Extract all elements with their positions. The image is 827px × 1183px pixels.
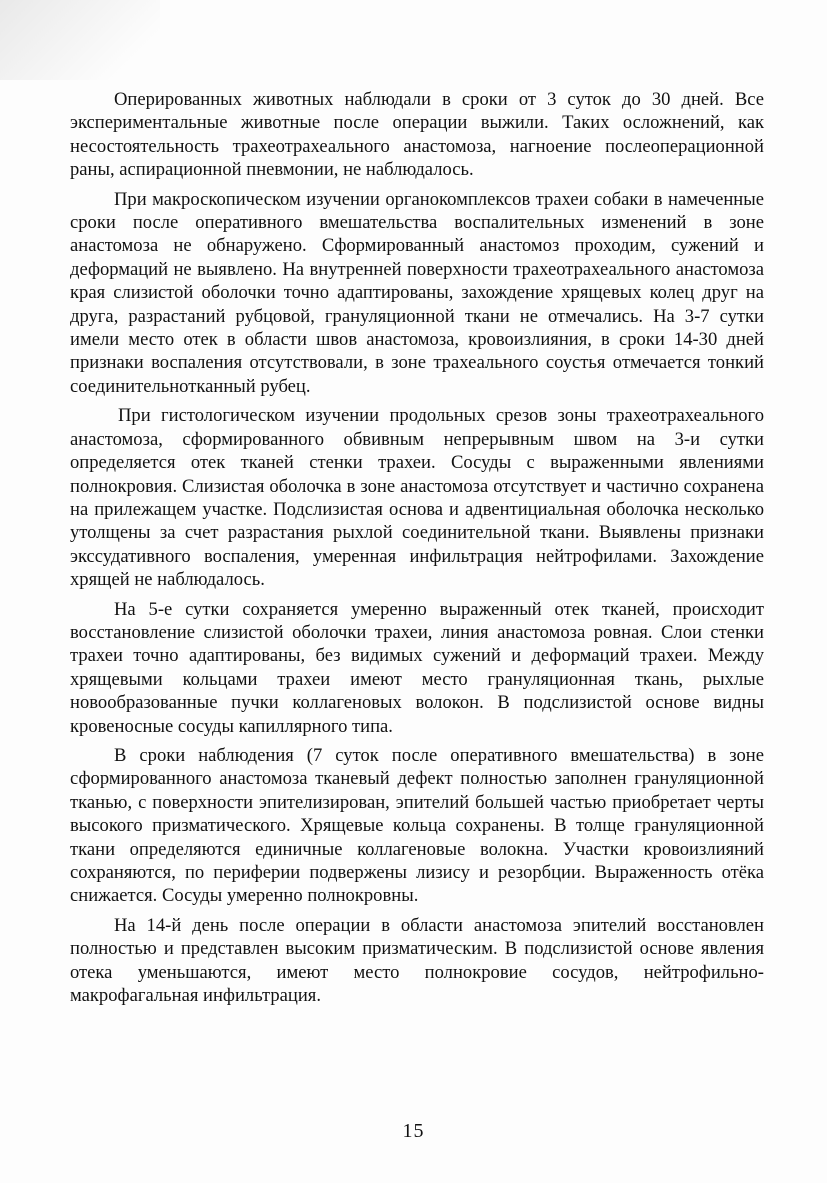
paragraph-day-7: В сроки наблюдения (7 суток после оперативного вмешательства) в зоне сформированного анастомоза тканевый дефект полностью заполнен грануляционной тканью, с поверхности эпителизирован, эпителий большей частью приобретает черты высокого призматического. Хрящевые кольца сохранены. В толще грануляционной ткани определяются единичные коллагеновые волокна. Участки кровоизлияний сохраняются, по периферии подвержены лизису и резорбции. Выраженность отёка снижается. Сосуды умеренно полнокровны. [70, 744, 764, 907]
paragraph-histological-study: При гистологическом изучении продольных срезов зоны трахеотрахеального анастомоза, сформированного обвивным непрерывным швом на 3-и сутки определяется отек тканей стенки трахеи. Сосуды с выраженными явлениями полнокровия. Слизистая оболочка в зоне анастомоза отсутствует и частично сохранена на прилежащем участке. Подслизистая основа и адвентициальная оболочка несколько утолщены за счет разрастания рыхлой соединительной ткани. Выявлены признаки экссудативного воспаления, умеренная инфильтрация нейтрофилами. Захождение хрящей не наблюдалось. [70, 405, 764, 591]
page-number: 15 [402, 1120, 425, 1142]
paragraph-postoperative-observation: Оперированных животных наблюдали в сроки от 3 суток до 30 дней. Все экспериментальные животные после операции выжили. Таких осложнений, как несостоятельность трахеотрахеального анастомоза, нагноение послеоперационной раны, аспирационной пневмонии, не наблюдалось. [70, 89, 764, 181]
paragraph-macroscopic-study: При макроскопическом изучении органокомплексов трахеи собаки в намеченные сроки после оперативного вмешательства воспалительных изменений в зоне анастомоза не обнаружено. Сформированный анастомоз проходим, сужений и деформаций не выявлено. На внутренней поверхности трахеотрахеального анастомоза края слизистой оболочки точно адаптированы, захождение хрящевых колец друг на друга, разрастаний рубцовой, грануляционной ткани не отмечались. На 3-7 сутки имели место отек в области швов анастомоза, кровоизлияния, в сроки 14-30 дней признаки воспаления отсутствовали, в зоне трахеального соустья отмечается тонкий соединительнотканный рубец. [70, 188, 764, 397]
scan-shadow [0, 0, 160, 80]
body-text [70, 88, 764, 1013]
paragraph-day-14: На 14-й день после операции в области анастомоза эпителий восстановлен полностью и представлен высоким призматическим. В подслизистой основе явления отека уменьшаются, имеют место полнокровие сосудов, нейтрофильно-макрофагальная инфильтрация. [70, 914, 764, 1007]
paragraph-day-5: На 5-е сутки сохраняется умеренно выраженный отек тканей, происходит восстановление слизистой оболочки трахеи, линия анастомоза ровная. Слои стенки трахеи точно адаптированы, без видимых сужений и деформаций трахеи. Между хрящевыми кольцами трахеи имеют место грануляционная ткань, рыхлые новообразованные пучки коллагеновых волокон. В подслизистой основе видны кровеносные сосуды капиллярного типа. [70, 598, 764, 737]
